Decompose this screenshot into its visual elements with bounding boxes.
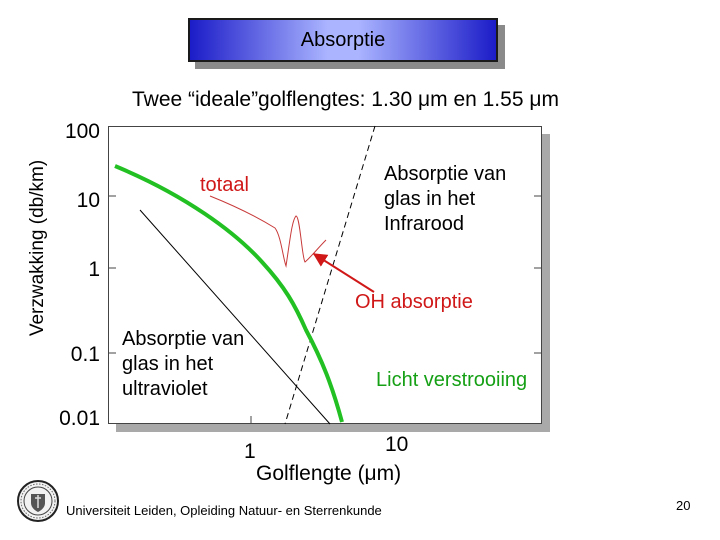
annotation-uv-line3: ultraviolet — [122, 378, 208, 400]
annotation-uv — [122, 327, 244, 402]
university-seal-icon — [16, 478, 60, 524]
x-axis-label: Golflengte (μm) — [256, 462, 402, 485]
y-tick-0.01: 0.01 — [59, 407, 100, 430]
annotation-ir — [384, 162, 506, 237]
annotation-totaal: totaal — [200, 174, 249, 196]
page-number: 20 — [676, 498, 691, 513]
annotation-uv-line2: glas in het — [122, 353, 214, 375]
oh-arrow — [314, 254, 374, 292]
annotation-scatter: Licht verstrooiing — [376, 369, 528, 391]
slide-title-text: Absorptie — [300, 28, 386, 51]
y-axis-label: Verzwakking (db/km) — [27, 159, 48, 337]
y-tick-10: 10 — [76, 189, 100, 212]
footer-text: Universiteit Leiden, Opleiding Natuur- en Sterrenkunde — [66, 503, 382, 518]
annotation-ir-line2: glas in het — [384, 188, 476, 210]
y-tick-100: 100 — [64, 120, 100, 143]
annotation-oh: OH absorptie — [355, 291, 473, 313]
slide-subtitle: Twee “ideale”golflengtes: 1.30 μm en 1.55 μm — [132, 88, 559, 111]
annotation-uv-line1: Absorptie van — [122, 328, 245, 350]
y-tick-1: 1 — [88, 258, 100, 281]
annotation-ir-line3: Infrarood — [384, 213, 465, 235]
annotation-ir-line1: Absorptie van — [384, 163, 507, 185]
x-tick-1: 1 — [244, 440, 256, 463]
x-tick-10: 10 — [385, 433, 409, 456]
y-tick-0.1: 0.1 — [70, 343, 100, 366]
